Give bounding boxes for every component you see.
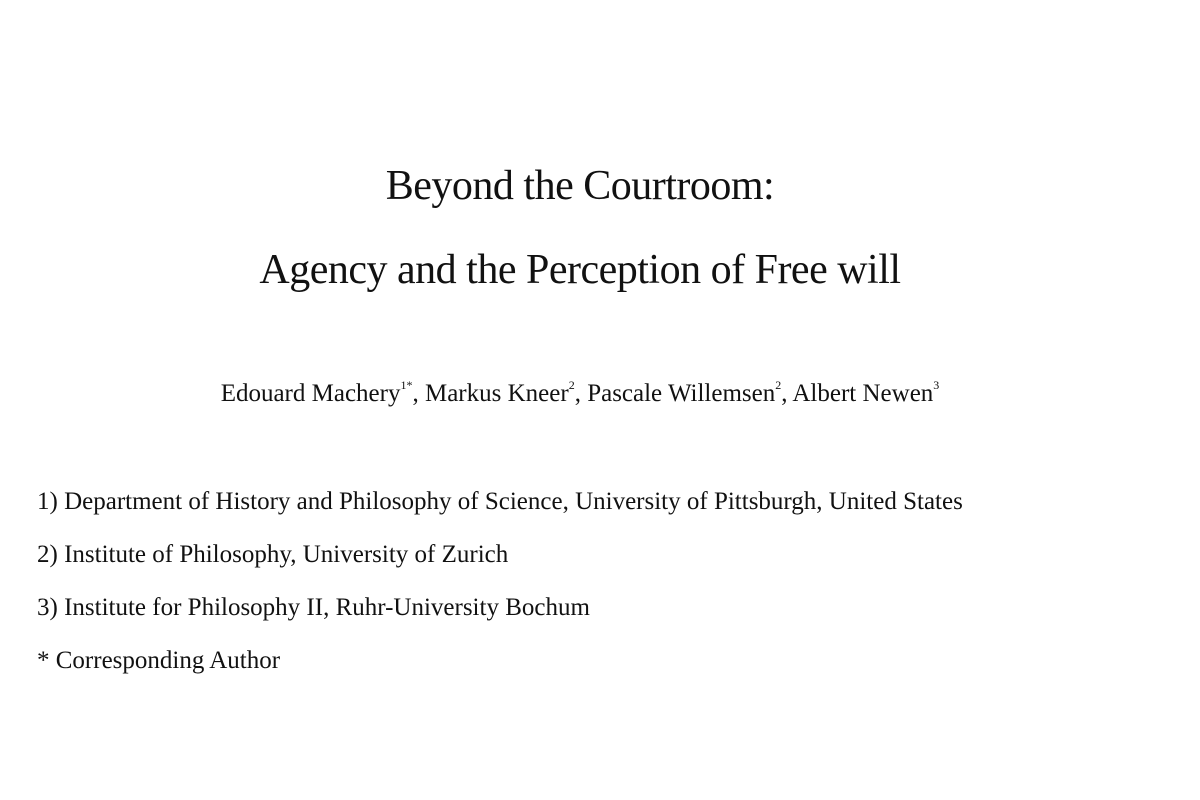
author-name: Edouard Machery [220,380,401,407]
author-affiliation-mark: 2 [775,378,782,392]
author-affiliation-mark: 3 [933,378,940,392]
affiliation-3: 3) Institute for Philosophy II, Ruhr-University Bochum [37,594,590,621]
author-separator: , [574,380,588,407]
author-separator: , [412,380,425,407]
title-line-2: Agency and the Perception of Free will [259,247,901,293]
author-name: Markus Kneer [424,380,569,407]
author-affiliation-mark: 1* [400,378,413,392]
author-name: Albert Newen [792,380,934,407]
author-name: Pascale Willemsen [587,380,776,407]
affiliation-2: 2) Institute of Philosophy, University of Zurich [37,541,509,568]
title-line-1: Beyond the Courtroom: [385,163,775,209]
corresponding-author-note: * Corresponding Author [37,647,281,674]
author-separator: , [781,380,793,407]
author-affiliation-mark: 2 [568,378,575,392]
affiliation-1: 1) Department of History and Philosophy of Science, University of Pittsburgh, United States [37,488,963,515]
author-list [0,378,1160,410]
